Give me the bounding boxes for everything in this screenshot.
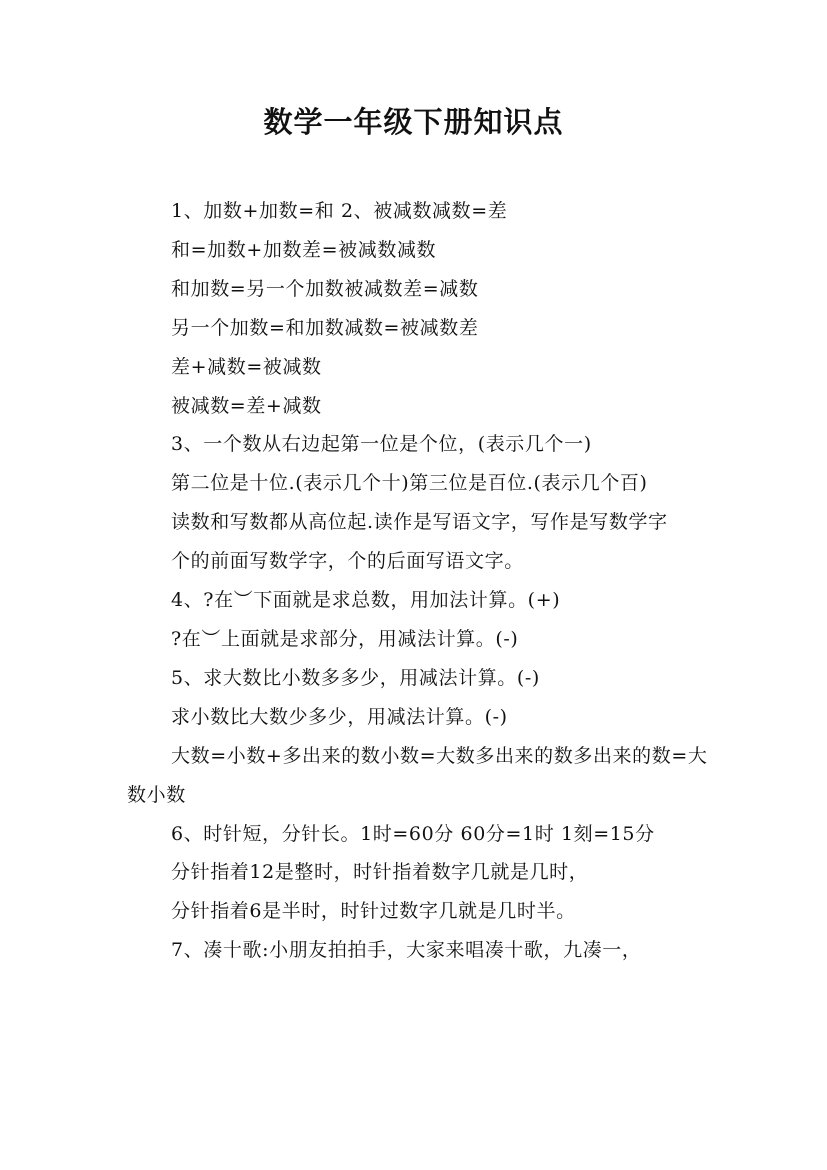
paragraph-3: 和加数=另一个加数被减数差=减数 (171, 277, 479, 300)
paragraph-13: 5、求大数比小数多多少，用减法计算。(-) (171, 666, 540, 689)
paragraph-17: 分针指着12是整时，时针指着数字几就是几时， (171, 861, 589, 884)
paragraph-9: 读数和写数都从高位起.读作是写语文字，写作是写数学字 (171, 511, 668, 534)
page-title: 数学一年级下册知识点 (263, 105, 564, 139)
paragraph-2: 和=加数+加数差=被减数减数 (171, 238, 437, 261)
paragraph-7: 3、一个数从右边起第一位是个位，(表示几个一) (171, 433, 592, 456)
paragraph-5: 差+减数=被减数 (171, 355, 322, 378)
paragraph-19: 7、凑十歌:小朋友拍拍手，大家来唱凑十歌，九凑一， (171, 939, 642, 962)
paragraph-15: 大数=小数+多出来的数小数=大数多出来的数多出来的数=大数小数 (127, 744, 708, 806)
document-body (127, 192, 712, 970)
paragraph-8: 第二位是十位.(表示几个十)第三位是百位.(表示几个百) (171, 472, 648, 495)
paragraph-14: 求小数比大数少多少，用减法计算。(-) (171, 705, 508, 728)
paragraph-6: 被减数=差+减数 (171, 394, 322, 417)
paragraph-4: 另一个加数=和加数减数=被减数差 (171, 316, 479, 339)
paragraph-1: 1、加数+加数=和 2、被减数减数=差 (171, 200, 508, 222)
paragraph-11: 4、?在︶下面就是求总数，用加法计算。(+) (171, 589, 561, 612)
paragraph-18: 分针指着6是半时，时针过数字几就是几时半。 (171, 900, 576, 923)
paragraph-16: 6、时针短，分针长。1时=60分 60分=1时 1刻=15分 (171, 822, 655, 845)
paragraph-10: 个的前面写数学字，个的后面写语文字。 (171, 550, 524, 573)
paragraph-12: ?在︶上面就是求部分，用减法计算。(-) (171, 627, 519, 650)
